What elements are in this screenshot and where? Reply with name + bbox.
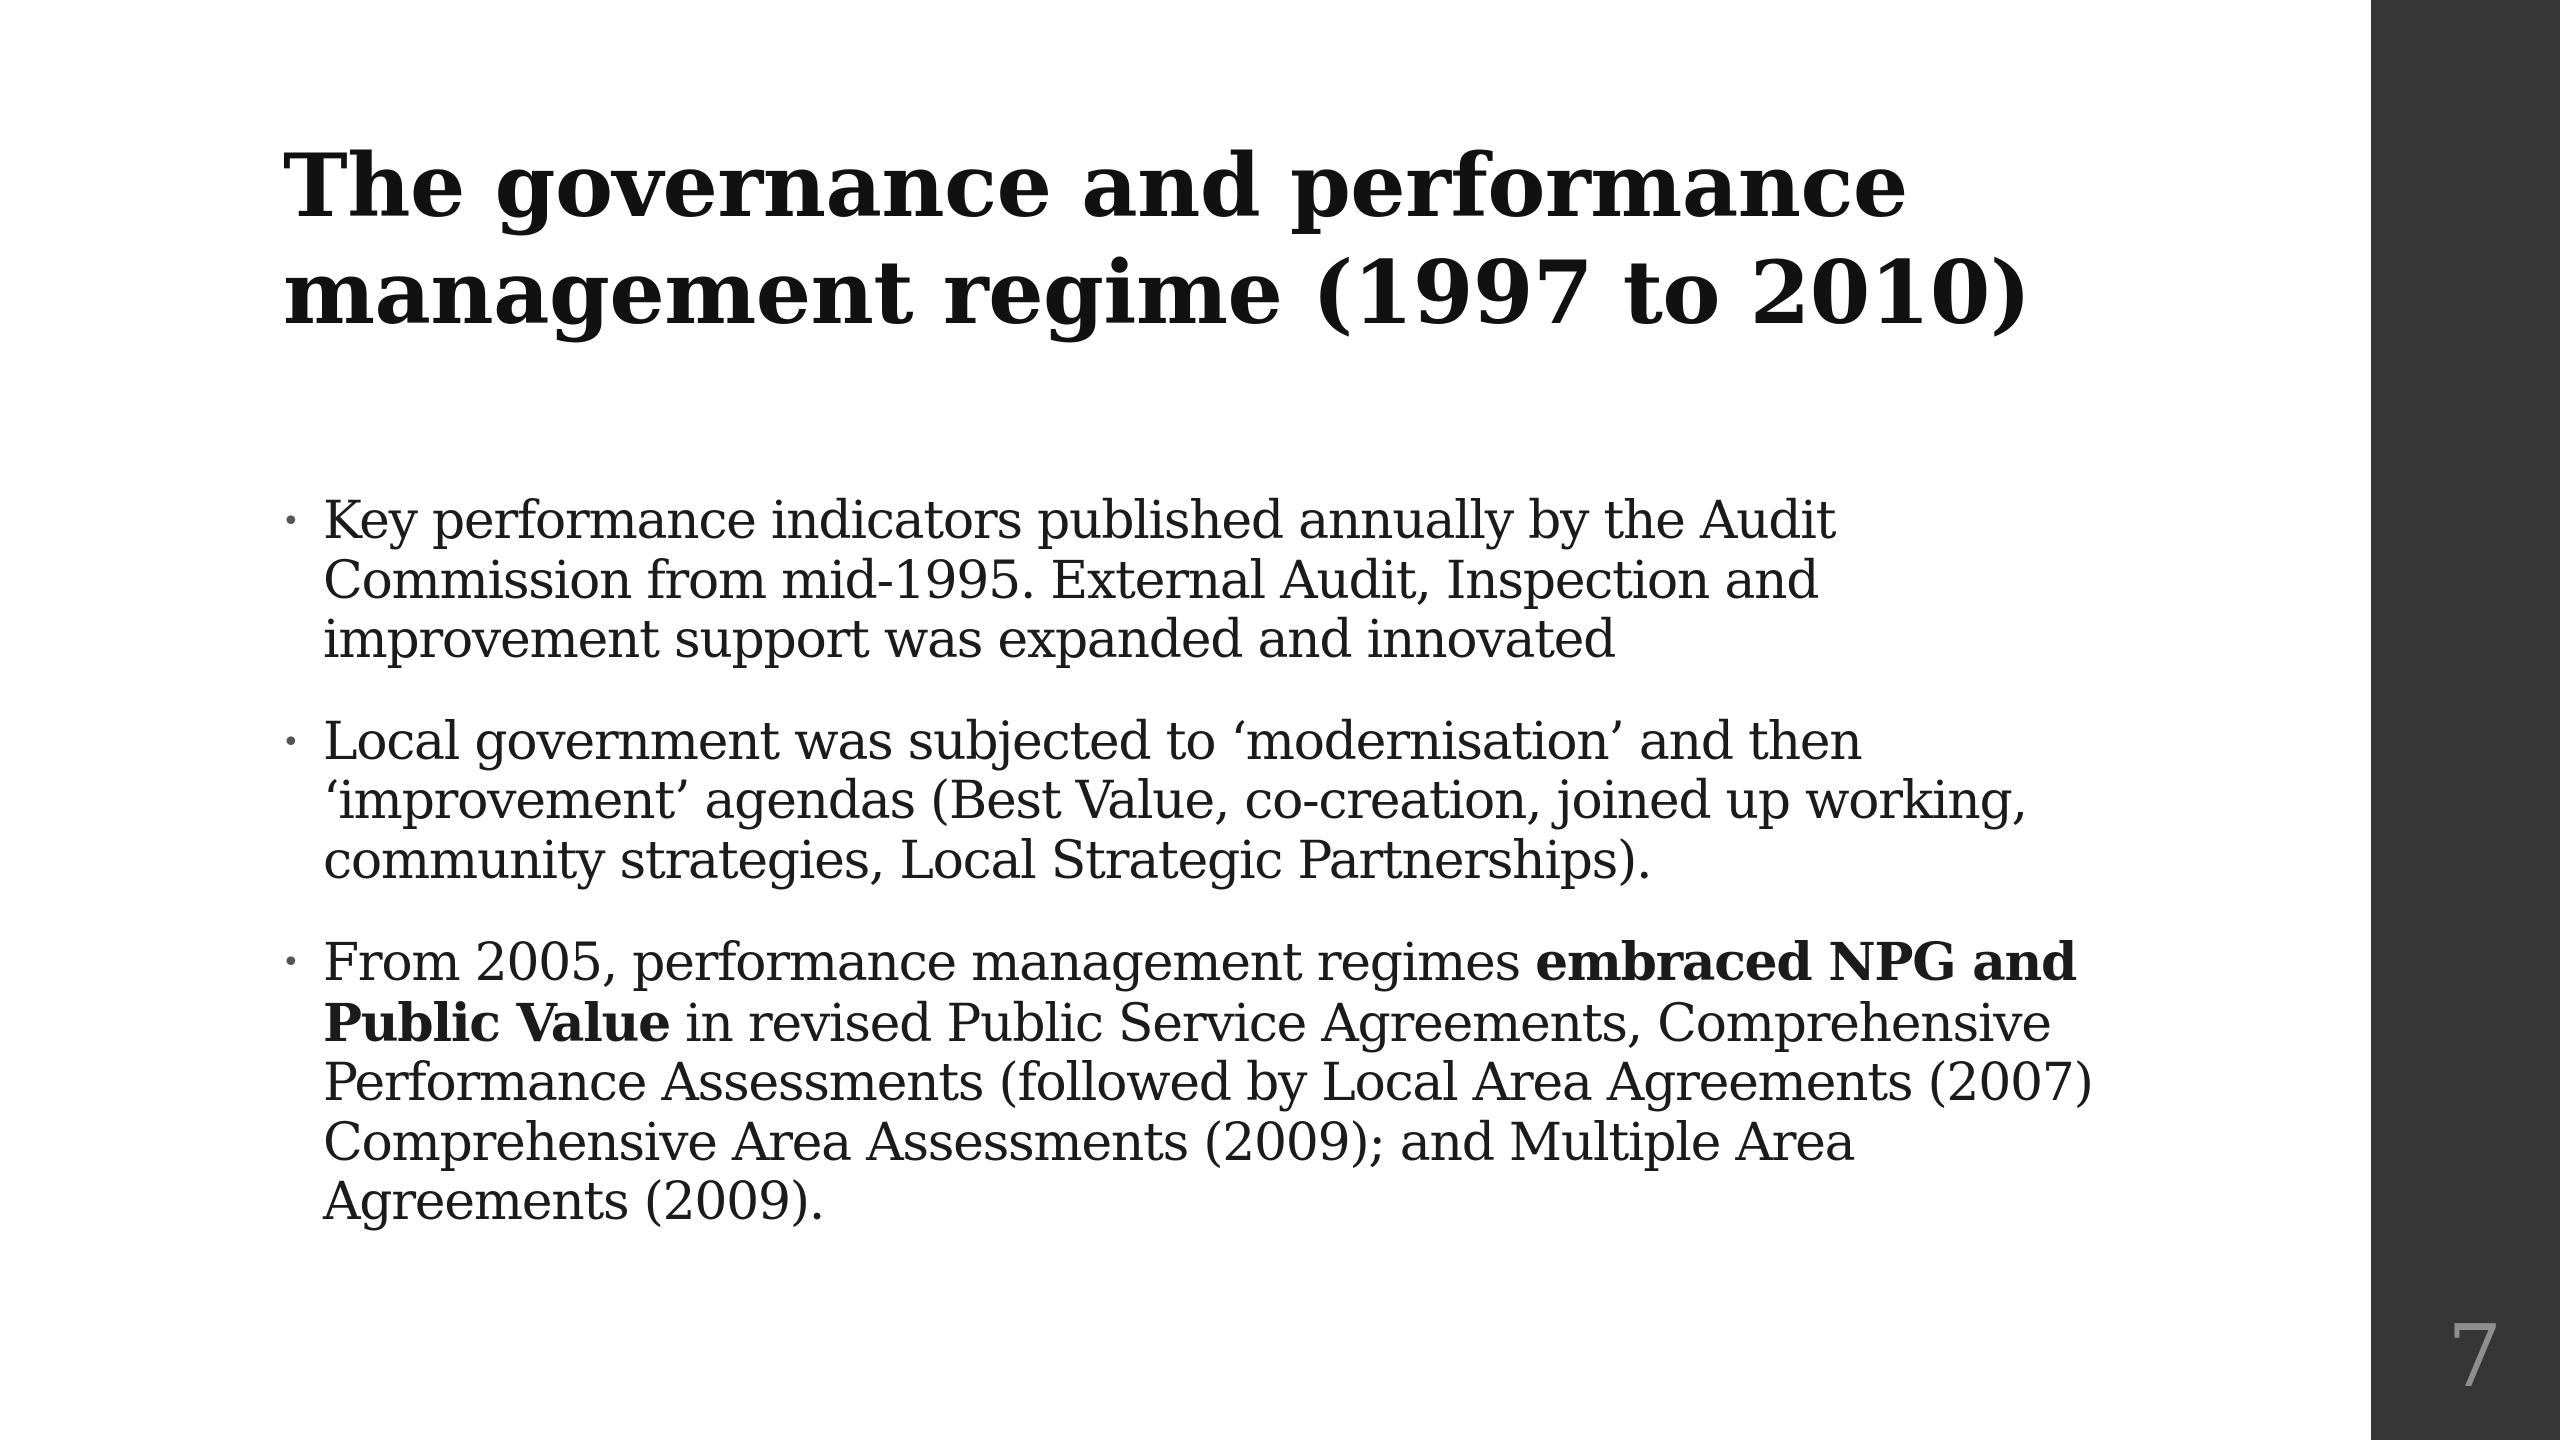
bullet-text-bold: embraced NPG and Public Value <box>323 932 2077 1054</box>
bullet-item-modernisation <box>278 713 2158 892</box>
bullet-text: Local government was subjected to ‘modernisation’ and then ‘improvement’ agendas (Best Value, co-creation, joined up working, community strategies, Local Strategic Partnerships). <box>323 711 2027 891</box>
slide-title-line-2: management regime (1997 to 2010) <box>283 241 2031 344</box>
bullet-item-npg <box>278 933 2158 1233</box>
bullet-text-suffix: in revised Public Service Agreements, Comprehensive Performance Assessments (followed by Local Area Agreements (2007) Comprehensive Area Assessments (2009); and Multiple Area Agreements (2009). <box>323 993 2093 1232</box>
bullet-text: Key performance indicators published annually by the Audit Commission from mid-1995. External Audit, Inspection and improvement support was expanded and innovated <box>323 491 1836 670</box>
bullet-dot-icon: • <box>282 945 299 980</box>
bullet-dot-icon: • <box>282 504 299 539</box>
bullet-item-kpi <box>278 492 2158 671</box>
bullet-list <box>278 492 2158 1275</box>
sidebar-panel <box>2371 0 2560 1440</box>
slide-title <box>283 132 2183 346</box>
slide-title-line-1: The governance and performance <box>283 134 1908 237</box>
bullet-dot-icon: • <box>282 724 299 760</box>
slide-number: 7 <box>2447 1307 2502 1407</box>
bullet-text-prefix: From 2005, performance management regimes <box>323 933 1536 993</box>
